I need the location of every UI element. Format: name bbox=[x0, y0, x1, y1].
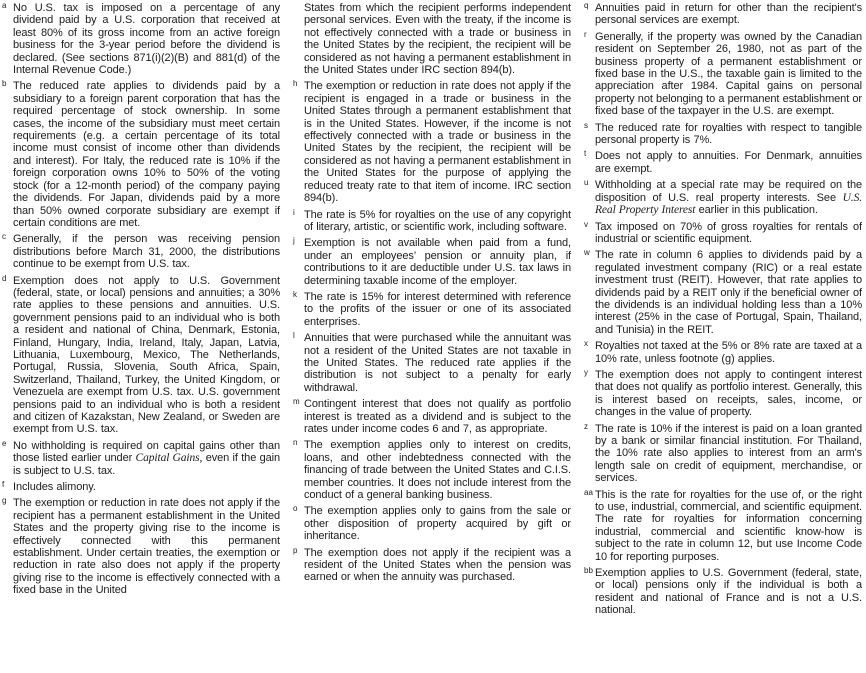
footnote-f bbox=[2, 481, 280, 493]
footnote-text: Does not apply to annuities. For Denmark, annuities are exempt. bbox=[595, 150, 862, 175]
footnote-r bbox=[584, 31, 862, 118]
footnote-text: Contingent interest that does not qualify as portfolio interest is treated as a dividend and is subject to the rates under income codes 6 and 7, as appropriate. bbox=[304, 398, 571, 435]
footnote-marker: z bbox=[584, 421, 588, 431]
footnote-marker: g bbox=[2, 496, 7, 506]
footnote-marker: s bbox=[584, 120, 588, 130]
footnote-text: Exemption is not available when paid from a fund, under an employees’ pension or annuity plan, if contributions to it are deductible under U.S. tax laws in determining taxable income of the employer. bbox=[304, 237, 571, 287]
footnote-text: The rate is 10% if the interest is paid on a loan granted by a bank or similar financial institution. For Thailand, the 10% rate also applies to interest from an arm's length sale on credit of equipment, merchandise, or services. bbox=[595, 422, 862, 485]
footnote-marker: q bbox=[584, 1, 589, 10]
footnote-aa bbox=[584, 489, 862, 563]
footnote-marker: bb bbox=[584, 566, 593, 576]
footnote-a bbox=[2, 2, 280, 76]
footnote-x bbox=[584, 340, 862, 365]
footnote-marker: r bbox=[584, 29, 587, 39]
footnote-text: The exemption applies only to interest on credits, loans, and other indebtedness connected with the financing of trade between the United States and C.I.S. member countries. It does not include interest from the conduct of a general banking business. bbox=[304, 439, 571, 502]
footnote-text: Includes alimony. bbox=[13, 481, 96, 494]
footnote-m bbox=[293, 398, 571, 435]
footnote-g bbox=[2, 497, 280, 596]
footnote-z bbox=[584, 423, 862, 485]
text-column-2 bbox=[293, 2, 571, 673]
text-column-1 bbox=[2, 2, 280, 673]
footnote-text: Annuities that were purchased while the annuitant was not a resident of the United States are not taxable in the United States. The reduced rate applies if the distribution is not subject to a penalty for early withdrawal. bbox=[304, 332, 571, 394]
footnote-text: The rate in column 6 applies to dividends paid by a regulated investment company (RIC) or a real estate investment trust (REIT). However, that rate applies to dividends paid by a REIT only if the beneficial owner of the dividends is an individual holding less than a 10% interest (25% in the case of Portugal, Spain, Thailand, and Tunisia) in the REIT. bbox=[595, 249, 862, 336]
footnote-l bbox=[293, 332, 571, 394]
footnote-marker: v bbox=[584, 219, 588, 229]
footnote-text: Tax imposed on 70% of gross royalties for rentals of industrial or scientific equipment. bbox=[595, 220, 862, 245]
footnote-c bbox=[2, 233, 280, 270]
footnote-marker: t bbox=[584, 149, 587, 159]
footnote-u bbox=[584, 179, 862, 216]
footnote-y bbox=[584, 369, 862, 419]
footnote-text: No withholding is required on capital gains other than those listed earlier under Capital Gains, even if the gain is subject to U.S. tax. bbox=[13, 439, 280, 477]
footnote-v bbox=[584, 221, 862, 246]
footnote-k bbox=[293, 291, 571, 328]
footnote-text: Withholding at a special rate may be required on the disposition of U.S. real property interests. See U.S. Real Property Interest earlier in this publication. bbox=[595, 179, 862, 217]
footnote-marker: m bbox=[293, 397, 300, 407]
footnote-text: States from which the recipient performs independent personal services. Even with the treaty, if the income is not effectively connected with a trade or business in the United States by the recipient, the recipient will be considered as not having a permanent establishment in the United States under IRC section 894(b). bbox=[304, 2, 571, 77]
footnote-marker: y bbox=[584, 367, 588, 377]
footnote-text: The exemption or reduction in rate does not apply if the recipient has a permanent establishment in the United States and the property giving rise to the income is effectively connected with this permanent establishment. Under certain treaties, the exemption or reduction in rate also does not apply if the property giving rise to the income is effectively connected with a fixed base in the United bbox=[13, 497, 280, 597]
footnote-text: No U.S. tax is imposed on a percentage of any dividend paid by a U.S. corporation that received at least 80% of its gross income from an active foreign business for the 3-year period before the dividend is declared. (See sections 871(i)(2)(B) and 881(d) of the Internal Revenue Code.) bbox=[13, 2, 280, 77]
footnote-marker: h bbox=[293, 79, 298, 89]
footnote-marker: w bbox=[584, 248, 590, 258]
footnote-marker: a bbox=[2, 1, 7, 10]
footnote-text: This is the rate for royalties for the use of, or the right to use, industrial, commercial, and scientific equipment. The rate for royalties for information concerning industrial, commercial and scientific know-how is subject to the rate in column 12, but use Income Code 10 for reporting purposes. bbox=[595, 488, 862, 563]
footnote-text: Exemption does not apply to U.S. Government (federal, state, or local) pensions and annuities; a 30% rate applies to these pensions and annuities. U.S. government pensions paid to an individual who is both a resident and national of China, Denmark, Estonia, Finland, Hungary, India, Ireland, Italy, Japan, Latvia, Lithuania, Luxembourg, Mexico, The Netherlands, Portugal, Russia, Slovenia, South Africa, Spain, Switzerland, Thailand, Turkey, the United Kingdom, or Venezuela are exempt from U.S. tax. U.S. government pensions paid to an individual who is both a resident and citizen of Kazakstan, New Zealand, or Sweden are exempt from U.S. tax. bbox=[13, 274, 280, 436]
footnote-n bbox=[293, 439, 571, 501]
footnote-marker: aa bbox=[584, 487, 593, 497]
footnote-bb bbox=[584, 567, 862, 617]
footnote-marker: x bbox=[584, 339, 588, 349]
footnote-h bbox=[293, 80, 571, 204]
footnote-p bbox=[293, 547, 571, 584]
footnote-w bbox=[584, 249, 862, 336]
footnote-text: Generally, if the person was receiving pension distributions before March 31, 2000, the distributions continue to be exempt from U.S. tax. bbox=[13, 233, 280, 271]
footnote-text: The exemption does not apply if the recipient was a resident of the United States when the pension was earned or when the annuity was purchased. bbox=[304, 546, 571, 584]
footnote-marker: c bbox=[2, 232, 6, 242]
footnote-text: The reduced rate for royalties with respect to tangible personal property is 7%. bbox=[595, 121, 862, 147]
footnote-text: The exemption does not apply to contingent interest that does not qualify as portfolio interest. Generally, this is interest based on receipts, sales, income, or changes in the value of property. bbox=[595, 368, 862, 419]
footnote-o bbox=[293, 505, 571, 542]
footnote-d bbox=[2, 275, 280, 436]
footnote-text: The exemption applies only to gains from the sale or other disposition of property acquired by gift or inheritance. bbox=[304, 505, 571, 543]
footnote-marker: o bbox=[293, 504, 298, 514]
footnote-marker: e bbox=[2, 438, 7, 448]
footnote-text: Annuities paid in return for other than the recipient's personal services are exempt. bbox=[595, 2, 862, 27]
footnote-marker: k bbox=[293, 289, 297, 299]
footnote-marker: u bbox=[584, 178, 589, 188]
footnote-marker: d bbox=[2, 273, 7, 283]
footnote-marker: i bbox=[293, 207, 295, 217]
footnote-marker: p bbox=[293, 545, 298, 555]
footnote-marker: n bbox=[293, 438, 298, 448]
footnote-text: The rate is 5% for royalties on the use of any copyright of literary, artistic, or scientific work, including software. bbox=[304, 208, 571, 233]
footnote-j bbox=[293, 237, 571, 287]
footnote-text: The reduced rate applies to dividends paid by a subsidiary to a foreign parent corporation that has the required percentage of stock ownership. In some cases, the income of the subsidiary must meet certain requirements (e.g. a certain percentage of its total income must consist of income other than dividends and interest). For Italy, the reduced rate is 10% if the foreign corporation owns 10% to 50% of the voting stock (for a 12-month period) of the company paying the dividends. For Japan, dividends paid by a more than 50% owned corporate subsidiary are exempt if certain conditions are met. bbox=[13, 80, 280, 229]
footnote-t bbox=[584, 150, 862, 175]
footnote-marker: b bbox=[2, 79, 7, 89]
footnote-marker: f bbox=[2, 480, 5, 490]
text-column-3 bbox=[584, 2, 862, 673]
footnote-q bbox=[584, 2, 862, 27]
footnote-e bbox=[2, 440, 280, 477]
footnote-marker: j bbox=[293, 236, 295, 246]
footnote-s bbox=[584, 122, 862, 147]
footnote-i bbox=[293, 209, 571, 234]
footnote-text: Exemption applies to U.S. Government (federal, state, or local) pensions only if the individual is both a resident and national of France and is not a U.S. national. bbox=[595, 567, 862, 617]
footnote-text: The rate is 15% for interest determined with reference to the profits of the issuer or one of its associated enterprises. bbox=[304, 290, 571, 328]
footnote-text: The exemption or reduction in rate does not apply if the recipient is engaged in a trade or business in the United States through a permanent establishment that is in the United States. However, if the income is not effectively connected with a trade or business in the United States by the recipient, the recipient will be considered as not having a permanent establishment in the United States for the purpose of applying the reduced treaty rate to that item of income. IRC section 894(b). bbox=[304, 80, 571, 205]
footnote-marker: l bbox=[293, 331, 295, 341]
footnote-b bbox=[2, 80, 280, 229]
footnote-continuation bbox=[293, 2, 571, 76]
footnote-text: Generally, if the property was owned by the Canadian resident on September 26, 1980, not as part of the business property of a permanent establishment or fixed base in the U.S., the taxable gain is limited to the appreciation after 1984. Capital gains on personal property not belonging to a permanent establishment or fixed base of the taxpayer in the U.S. are exempt. bbox=[595, 30, 862, 118]
footnote-text: Royalties not taxed at the 5% or 8% rate are taxed at a 10% rate, unless footnote (g) applies. bbox=[595, 340, 862, 365]
